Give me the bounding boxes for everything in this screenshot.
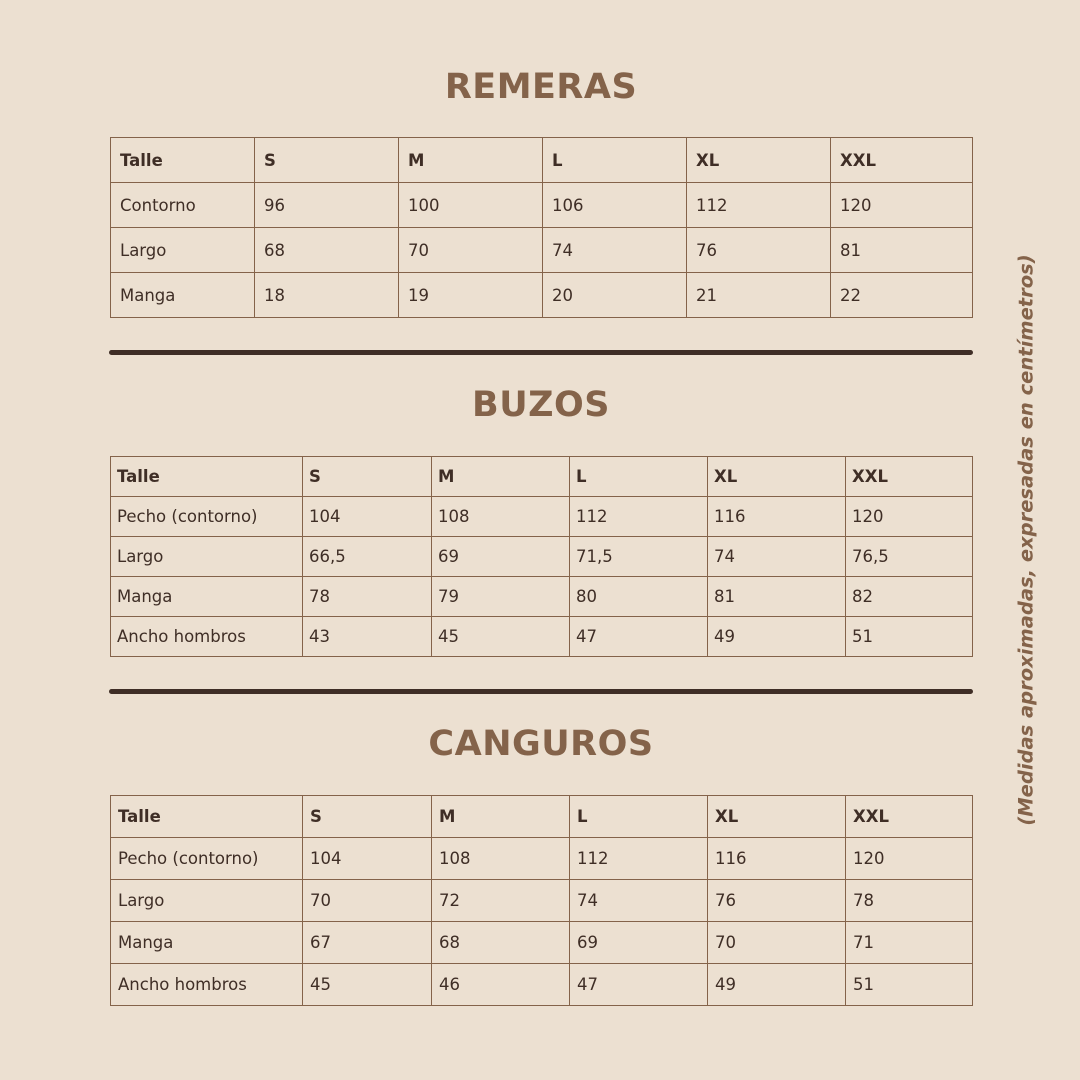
remeras-size-table bbox=[110, 137, 973, 318]
row-label-cell: Largo bbox=[111, 537, 303, 577]
table-cell: 120 bbox=[831, 183, 973, 228]
table-cell: 112 bbox=[570, 838, 708, 880]
table-cell: 72 bbox=[432, 880, 570, 922]
table-cell: 116 bbox=[708, 838, 846, 880]
table-row bbox=[111, 922, 973, 964]
table-row bbox=[111, 228, 973, 273]
table-cell: 74 bbox=[570, 880, 708, 922]
buzos-size-table bbox=[110, 456, 973, 657]
buzos-title: BUZOS bbox=[472, 385, 610, 425]
table-row bbox=[111, 183, 973, 228]
table-header-row bbox=[111, 457, 973, 497]
row-label-cell: Pecho (contorno) bbox=[111, 497, 303, 537]
row-label-cell: Manga bbox=[111, 273, 255, 318]
table-row bbox=[111, 537, 973, 577]
table-cell: 81 bbox=[708, 577, 846, 617]
table-cell: 74 bbox=[708, 537, 846, 577]
table-cell: 49 bbox=[708, 617, 846, 657]
table-header-cell: L bbox=[570, 457, 708, 497]
table-header-cell: Talle bbox=[111, 796, 303, 838]
table-cell: 21 bbox=[687, 273, 831, 318]
table-cell: 100 bbox=[399, 183, 543, 228]
table-row bbox=[111, 880, 973, 922]
table-header-cell: Talle bbox=[111, 457, 303, 497]
remeras-title: REMERAS bbox=[444, 67, 638, 107]
table-cell: 70 bbox=[303, 880, 432, 922]
table-header-cell: XL bbox=[708, 796, 846, 838]
table-cell: 78 bbox=[846, 880, 973, 922]
table-cell: 43 bbox=[303, 617, 432, 657]
row-label-cell: Manga bbox=[111, 922, 303, 964]
table-cell: 20 bbox=[543, 273, 687, 318]
table-header-row bbox=[111, 138, 973, 183]
section-divider bbox=[109, 350, 973, 355]
table-cell: 116 bbox=[708, 497, 846, 537]
row-label-cell: Ancho hombros bbox=[111, 617, 303, 657]
table-cell: 76 bbox=[708, 880, 846, 922]
table-cell: 76 bbox=[687, 228, 831, 273]
row-label-cell: Largo bbox=[111, 228, 255, 273]
table-cell: 22 bbox=[831, 273, 973, 318]
table-cell: 66,5 bbox=[303, 537, 432, 577]
table-cell: 45 bbox=[303, 964, 432, 1006]
table-cell: 112 bbox=[687, 183, 831, 228]
table-cell: 19 bbox=[399, 273, 543, 318]
table-header-cell: XL bbox=[687, 138, 831, 183]
table-row bbox=[111, 964, 973, 1006]
table-cell: 69 bbox=[570, 922, 708, 964]
section-divider bbox=[109, 689, 973, 694]
table-header-cell: XL bbox=[708, 457, 846, 497]
table-cell: 120 bbox=[846, 838, 973, 880]
row-label-cell: Ancho hombros bbox=[111, 964, 303, 1006]
table-row bbox=[111, 617, 973, 657]
table-header-cell: L bbox=[570, 796, 708, 838]
table-cell: 76,5 bbox=[846, 537, 973, 577]
table-header-cell: Talle bbox=[111, 138, 255, 183]
table-cell: 74 bbox=[543, 228, 687, 273]
table-cell: 46 bbox=[432, 964, 570, 1006]
table-cell: 112 bbox=[570, 497, 708, 537]
table-cell: 81 bbox=[831, 228, 973, 273]
row-label-cell: Pecho (contorno) bbox=[111, 838, 303, 880]
table-cell: 106 bbox=[543, 183, 687, 228]
table-cell: 67 bbox=[303, 922, 432, 964]
table-cell: 104 bbox=[303, 497, 432, 537]
canguros-size-table bbox=[110, 795, 973, 1006]
table-header-cell: L bbox=[543, 138, 687, 183]
table-header-cell: S bbox=[303, 457, 432, 497]
table-cell: 47 bbox=[570, 964, 708, 1006]
table-cell: 96 bbox=[255, 183, 399, 228]
row-label-cell: Contorno bbox=[111, 183, 255, 228]
table-header-cell: M bbox=[399, 138, 543, 183]
canguros-title: CANGUROS bbox=[428, 724, 654, 764]
table-row bbox=[111, 497, 973, 537]
table-header-cell: XXL bbox=[846, 457, 973, 497]
table-cell: 70 bbox=[399, 228, 543, 273]
table-cell: 71 bbox=[846, 922, 973, 964]
table-header-cell: XXL bbox=[831, 138, 973, 183]
table-cell: 51 bbox=[846, 964, 973, 1006]
table-header-cell: M bbox=[432, 457, 570, 497]
table-cell: 80 bbox=[570, 577, 708, 617]
table-header-cell: S bbox=[303, 796, 432, 838]
table-header-row bbox=[111, 796, 973, 838]
table-cell: 108 bbox=[432, 497, 570, 537]
table-cell: 70 bbox=[708, 922, 846, 964]
measurement-note: (Medidas aproximadas, expresadas en centímetros) bbox=[1014, 254, 1038, 826]
table-header-cell: XXL bbox=[846, 796, 973, 838]
table-cell: 18 bbox=[255, 273, 399, 318]
table-header-cell: S bbox=[255, 138, 399, 183]
table-cell: 82 bbox=[846, 577, 973, 617]
table-row bbox=[111, 577, 973, 617]
table-row bbox=[111, 273, 973, 318]
table-cell: 69 bbox=[432, 537, 570, 577]
table-row bbox=[111, 838, 973, 880]
row-label-cell: Largo bbox=[111, 880, 303, 922]
table-cell: 68 bbox=[432, 922, 570, 964]
table-cell: 47 bbox=[570, 617, 708, 657]
table-cell: 79 bbox=[432, 577, 570, 617]
table-cell: 120 bbox=[846, 497, 973, 537]
table-cell: 68 bbox=[255, 228, 399, 273]
table-cell: 49 bbox=[708, 964, 846, 1006]
table-cell: 108 bbox=[432, 838, 570, 880]
table-cell: 78 bbox=[303, 577, 432, 617]
row-label-cell: Manga bbox=[111, 577, 303, 617]
table-cell: 71,5 bbox=[570, 537, 708, 577]
table-cell: 104 bbox=[303, 838, 432, 880]
table-cell: 45 bbox=[432, 617, 570, 657]
table-header-cell: M bbox=[432, 796, 570, 838]
table-cell: 51 bbox=[846, 617, 973, 657]
